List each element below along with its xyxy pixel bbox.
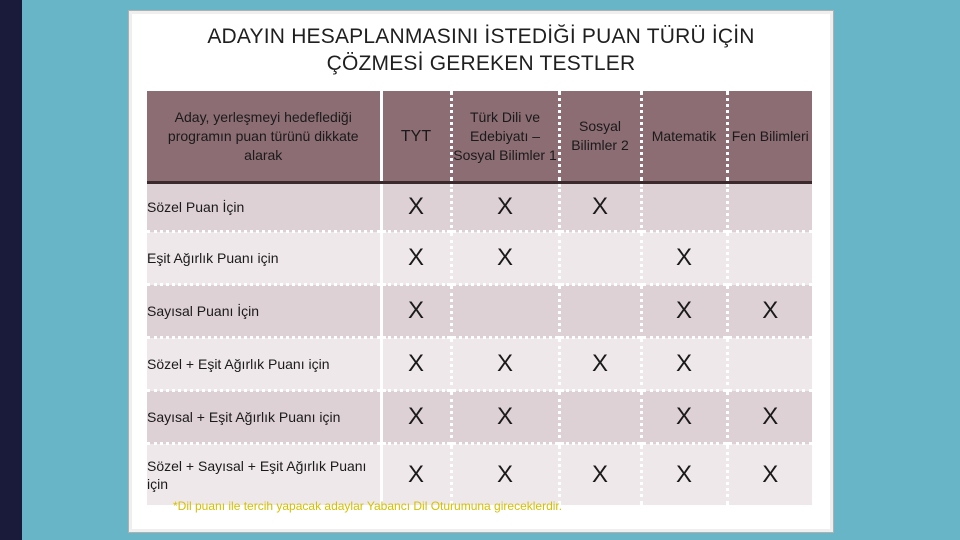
table-row	[147, 183, 812, 232]
row-label: Sayısal Puanı İçin	[147, 285, 381, 338]
table-cell	[559, 285, 641, 338]
table-cell: X	[641, 444, 727, 506]
table-cell	[727, 232, 812, 285]
table-cell: X	[727, 391, 812, 444]
table-cell: X	[381, 183, 451, 232]
footnote: *Dil puanı ile tercih yapacak adaylar Yabancı Dil Oturumuna gireceklerdir.	[173, 499, 563, 513]
table-cell: X	[451, 444, 559, 506]
table-cell: X	[727, 444, 812, 506]
header-tyt: TYT	[381, 91, 451, 183]
table-row	[147, 444, 812, 506]
table-cell: X	[381, 391, 451, 444]
row-label: Sayısal + Eşit Ağırlık Puanı için	[147, 391, 381, 444]
table-cell: X	[381, 232, 451, 285]
left-decor-bar	[0, 0, 22, 540]
test-requirements-table	[147, 91, 812, 505]
slide-title	[129, 23, 833, 77]
header-tde-sb1: Türk Dili ve Edebiyatı – Sosyal Bilimler 1	[451, 91, 559, 183]
table-cell: X	[381, 285, 451, 338]
row-label: Sözel Puan İçin	[147, 183, 381, 232]
table-cell: X	[727, 285, 812, 338]
table-cell: X	[451, 232, 559, 285]
table-cell	[559, 391, 641, 444]
table-row	[147, 391, 812, 444]
table-cell: X	[559, 444, 641, 506]
slide	[128, 10, 834, 533]
header-criteria: Aday, yerleşmeyi hedeflediği programın puan türünü dikkate alarak	[147, 91, 381, 183]
table-cell: X	[559, 338, 641, 391]
table-cell: X	[451, 391, 559, 444]
table-cell: X	[381, 444, 451, 506]
row-label: Sözel + Eşit Ağırlık Puanı için	[147, 338, 381, 391]
header-row	[147, 91, 812, 183]
table-cell	[641, 183, 727, 232]
row-label: Eşit Ağırlık Puanı için	[147, 232, 381, 285]
table-cell: X	[641, 285, 727, 338]
title-line-2: ÇÖZMESİ GEREKEN TESTLER	[326, 52, 636, 75]
table-cell	[451, 285, 559, 338]
table-row	[147, 285, 812, 338]
table-row	[147, 232, 812, 285]
table-cell: X	[381, 338, 451, 391]
table-cell: X	[641, 391, 727, 444]
table-row	[147, 338, 812, 391]
table-cell	[559, 232, 641, 285]
table-cell: X	[451, 338, 559, 391]
header-sb2: Sosyal Bilimler 2	[559, 91, 641, 183]
header-matematik: Matematik	[641, 91, 727, 183]
header-fen: Fen Bilimleri	[727, 91, 812, 183]
table-cell	[727, 338, 812, 391]
title-line-1: ADAYIN HESAPLANMASINI İSTEDİĞİ PUAN TÜRÜ İÇİN	[207, 25, 755, 48]
table-cell: X	[451, 183, 559, 232]
table-cell: X	[641, 338, 727, 391]
table-cell: X	[641, 232, 727, 285]
row-label: Sözel + Sayısal + Eşit Ağırlık Puanı için	[147, 444, 381, 506]
table-cell: X	[559, 183, 641, 232]
table-cell	[727, 183, 812, 232]
